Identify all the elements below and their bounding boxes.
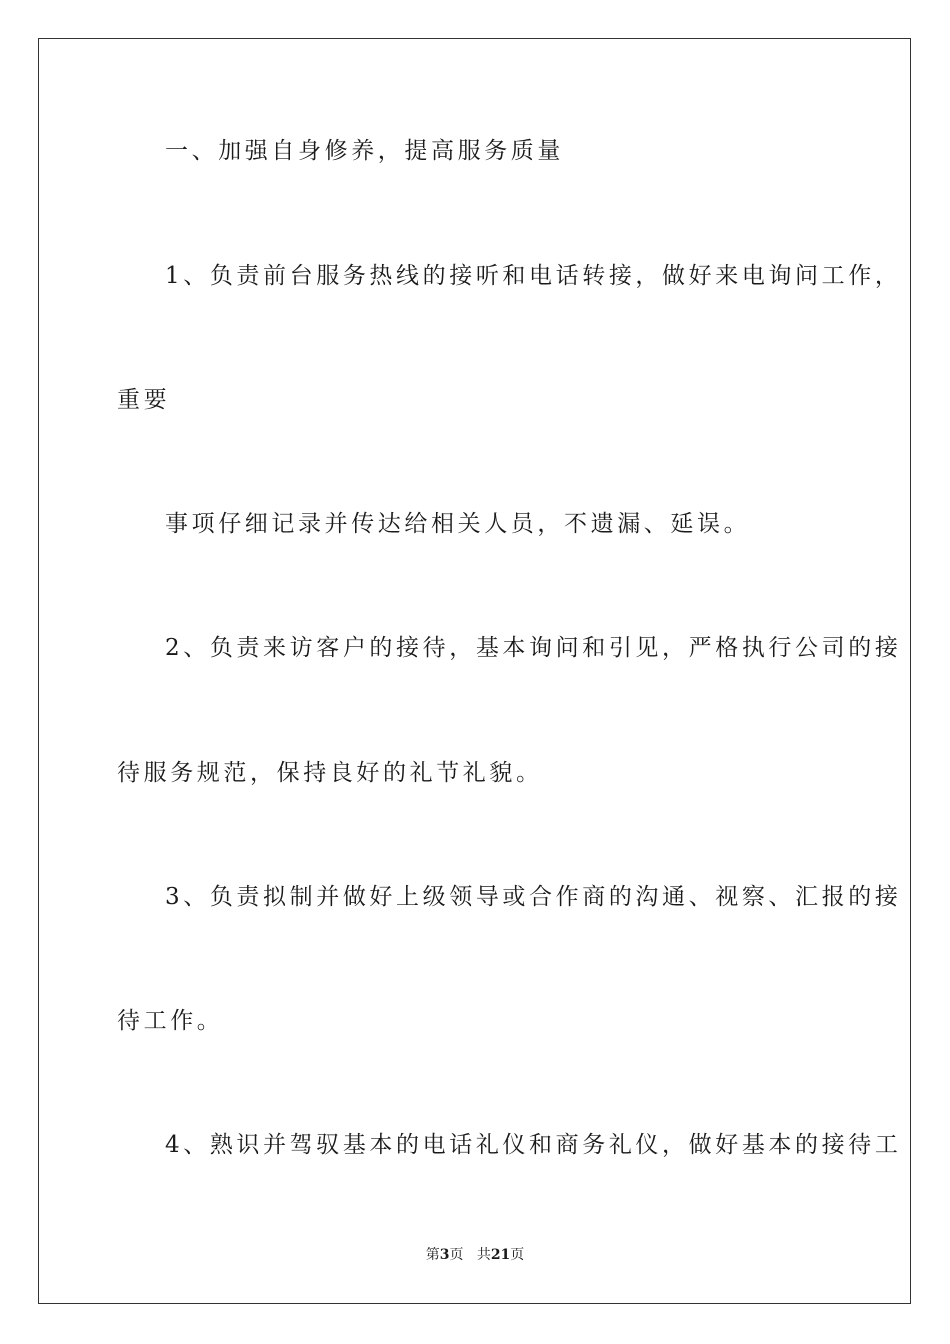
paragraph-line: 2、负责来访客户的接待，基本询问和引见，严格执行公司的接 xyxy=(165,635,902,661)
page-border xyxy=(38,38,911,1304)
paragraph-line: 重要 xyxy=(117,387,171,413)
paragraph-line: 待服务规范，保持良好的礼节礼貌。 xyxy=(117,760,543,786)
paragraph-line: 4、熟识并驾驭基本的电话礼仪和商务礼仪，做好基本的接待工 xyxy=(165,1132,902,1158)
section-heading: 一、加强自身修养，提高服务质量 xyxy=(165,138,564,164)
page-footer xyxy=(0,1246,950,1264)
paragraph-line: 事项仔细记录并传达给相关人员，不遗漏、延误。 xyxy=(165,511,751,537)
footer-page-prefix: 第 xyxy=(425,1247,440,1263)
paragraph-line: 待工作。 xyxy=(117,1008,224,1034)
paragraph-line: 3、负责拟制并做好上级领导或合作商的沟通、视察、汇报的接 xyxy=(165,884,902,910)
footer-page-number: 3 xyxy=(439,1247,450,1263)
footer-total-pages: 21 xyxy=(490,1247,511,1263)
footer-total-prefix: 共 xyxy=(476,1247,491,1263)
footer-total-suffix: 页 xyxy=(510,1247,525,1263)
paragraph-line: 1、负责前台服务热线的接听和电话转接，做好来电询问工作， xyxy=(165,263,902,289)
footer-page-suffix: 页 xyxy=(449,1247,464,1263)
